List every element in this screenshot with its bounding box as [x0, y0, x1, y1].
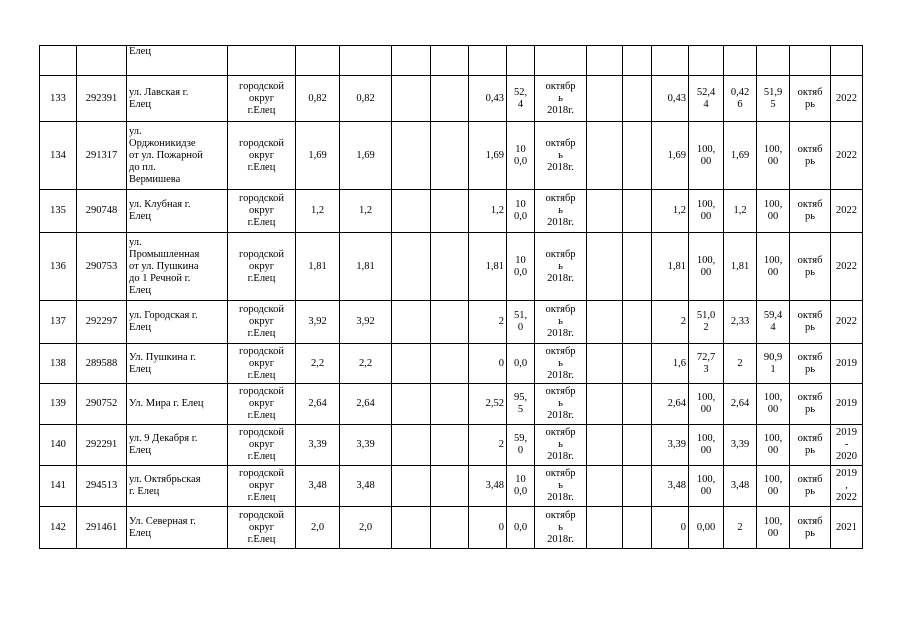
cell-target-percent: 100, 00 [757, 190, 790, 233]
cell-length-total: 1,69 [296, 122, 340, 190]
cell-road-name: ул. Клубная г. Елец [127, 190, 228, 233]
cell-target-length: 0,42 6 [724, 76, 757, 122]
cell-blank-col-7 [392, 233, 431, 301]
cell-target-percent: 90,9 1 [757, 344, 790, 384]
cell-blank-col-12 [587, 233, 623, 301]
cell-blank-col-12 [587, 76, 623, 122]
cell-inspection-date: октябр ь 2018г. [535, 344, 587, 384]
cell-blank-col-13 [623, 122, 652, 190]
table-row [40, 466, 863, 507]
cell-blank-col-7 [392, 190, 431, 233]
cell-plan-percent: 100, 00 [689, 122, 724, 190]
cell-road-id: 290752 [77, 384, 127, 425]
road-table [39, 45, 863, 549]
cell-road-id: 291317 [77, 122, 127, 190]
cell-plan-length: 1,6 [652, 344, 689, 384]
cell-blank-col-13 [623, 190, 652, 233]
cell-target-month: октяб рь [790, 507, 831, 549]
cell-plan-percent: 100, 00 [689, 384, 724, 425]
cell-road-id: 290748 [77, 190, 127, 233]
cell-repaired-percent: 59, 0 [507, 425, 535, 466]
cell-road-name: ул. 9 Декабря г. Елец [127, 425, 228, 466]
cell-blank-col-13 [623, 344, 652, 384]
cell-target-year: 2022 [831, 233, 863, 301]
cell-length-total: 2,64 [296, 384, 340, 425]
cell-blank-col-7 [392, 122, 431, 190]
cell-municipality: городской округ г.Елец [228, 425, 296, 466]
cell-plan-length: 0,43 [652, 76, 689, 122]
cell-blank-col-13 [623, 507, 652, 549]
cell-target-month: октяб рь [790, 466, 831, 507]
cell-target-month: октяб рь [790, 122, 831, 190]
cell-length-total: 1,2 [296, 190, 340, 233]
table-row [40, 76, 863, 122]
cell-plan-percent: 100, 00 [689, 466, 724, 507]
cell-plan-percent: 0,00 [689, 507, 724, 549]
cell-blank-col-7 [392, 384, 431, 425]
table-row-continued [40, 46, 863, 76]
cell-repaired-length: 2 [469, 425, 507, 466]
cell-plan-percent: 100, 00 [689, 425, 724, 466]
cell-blank-col-8 [431, 384, 469, 425]
cell-length-total: 3,48 [296, 466, 340, 507]
cell-plan-percent: 52,4 4 [689, 76, 724, 122]
cell-target-percent: 100, 00 [757, 384, 790, 425]
cell-length-value: 2,0 [340, 507, 392, 549]
cell-repaired-length: 3,48 [469, 466, 507, 507]
cell-target-year: 2021 [831, 507, 863, 549]
cell-target-percent: 100, 00 [757, 122, 790, 190]
cell-road-id: 294513 [77, 466, 127, 507]
cell-inspection-date: октябр ь 2018г. [535, 233, 587, 301]
cell-length-value: 3,48 [340, 466, 392, 507]
cell-target-month: октяб рь [790, 384, 831, 425]
cell-length-value: 1,2 [340, 190, 392, 233]
cell-road-name: ул. Октябрьская г. Елец [127, 466, 228, 507]
cell-inspection-date: октябр ь 2018г. [535, 507, 587, 549]
cell-repaired-percent: 0,0 [507, 344, 535, 384]
cell-road-name: Ул. Мира г. Елец [127, 384, 228, 425]
cell-road-id: 291461 [77, 507, 127, 549]
cell-municipality: городской округ г.Елец [228, 233, 296, 301]
cell-length-total: 0,82 [296, 76, 340, 122]
cell-target-percent: 100, 00 [757, 507, 790, 549]
table-row [40, 301, 863, 344]
cell-target-year: 2019 [831, 344, 863, 384]
cell-inspection-date: октябр ь 2018г. [535, 466, 587, 507]
cell-length-total: 2,0 [296, 507, 340, 549]
cell-row-number: 135 [40, 190, 77, 233]
cell-target-year: 2019 , 2022 [831, 466, 863, 507]
cell-inspection-date: октябр ь 2018г. [535, 425, 587, 466]
cell-blank-col-7 [392, 507, 431, 549]
cell-blank-col-8 [431, 466, 469, 507]
cell-blank-col-12 [587, 384, 623, 425]
cell-municipality: городской округ г.Елец [228, 122, 296, 190]
cell-repaired-percent: 51, 0 [507, 301, 535, 344]
cell-target-year: 2019 - 2020 [831, 425, 863, 466]
cell-road-id: 292291 [77, 425, 127, 466]
cell-blank-col-13 [623, 425, 652, 466]
cell-repaired-percent: 52, 4 [507, 76, 535, 122]
cell-blank-col-12 [587, 466, 623, 507]
cell-row-number: 134 [40, 122, 77, 190]
cell-length-total: 3,92 [296, 301, 340, 344]
cell-repaired-length: 1,2 [469, 190, 507, 233]
cell-target-month: октяб рь [790, 76, 831, 122]
cell-target-length: 2,64 [724, 384, 757, 425]
cell-plan-length: 3,48 [652, 466, 689, 507]
cell-repaired-length: 0 [469, 507, 507, 549]
cell-target-year: 2022 [831, 122, 863, 190]
cell-target-percent: 59,4 4 [757, 301, 790, 344]
table-row [40, 507, 863, 549]
cell-inspection-date: октябр ь 2018г. [535, 190, 587, 233]
cell-repaired-length: 2,52 [469, 384, 507, 425]
cell-blank-col-7 [392, 76, 431, 122]
cell-target-month: октяб рь [790, 190, 831, 233]
cell-road-id: 290753 [77, 233, 127, 301]
cell-blank-col-8 [431, 425, 469, 466]
cell-inspection-date: октябр ь 2018г. [535, 301, 587, 344]
cell-target-length: 3,48 [724, 466, 757, 507]
cell-length-total: 3,39 [296, 425, 340, 466]
cell-row-number: 138 [40, 344, 77, 384]
cell-plan-percent: 72,7 3 [689, 344, 724, 384]
cell-plan-percent: 51,0 2 [689, 301, 724, 344]
cell-municipality: городской округ г.Елец [228, 190, 296, 233]
table-row [40, 122, 863, 190]
cell-row-number: 140 [40, 425, 77, 466]
table-row [40, 233, 863, 301]
cell-repaired-percent: 0,0 [507, 507, 535, 549]
cell-inspection-date: октябр ь 2018г. [535, 384, 587, 425]
cell-repaired-percent: 10 0,0 [507, 122, 535, 190]
cell-road-id: 292297 [77, 301, 127, 344]
cell-blank-col-7 [392, 425, 431, 466]
cell-blank-col-8 [431, 122, 469, 190]
table-row [40, 384, 863, 425]
cell-blank-col-13 [623, 466, 652, 507]
cell-road-name: Ул. Северная г. Елец [127, 507, 228, 549]
cell-target-length: 1,81 [724, 233, 757, 301]
cell-target-year: 2019 [831, 384, 863, 425]
cell-length-value: 3,39 [340, 425, 392, 466]
cell-target-month: октяб рь [790, 233, 831, 301]
cell-length-value: 1,81 [340, 233, 392, 301]
cell-blank-col-8 [431, 301, 469, 344]
cell-plan-percent: 100, 00 [689, 190, 724, 233]
cell-repaired-length: 1,69 [469, 122, 507, 190]
cell-blank-col-7 [392, 344, 431, 384]
cell-repaired-length: 0,43 [469, 76, 507, 122]
cell-blank-col-8 [431, 76, 469, 122]
cell-target-length: 3,39 [724, 425, 757, 466]
cell-blank-col-12 [587, 190, 623, 233]
cell-road-name: ул. Промышленная от ул. Пушкина до 1 Речной г. Елец [127, 233, 228, 301]
cell-target-percent: 51,9 5 [757, 76, 790, 122]
cell-blank-col-12 [587, 425, 623, 466]
cell-target-month: октяб рь [790, 301, 831, 344]
cell-row-number: 137 [40, 301, 77, 344]
cell-target-percent: 100, 00 [757, 233, 790, 301]
cell-length-value: 2,64 [340, 384, 392, 425]
cell-blank-col-12 [587, 122, 623, 190]
cell-target-percent: 100, 00 [757, 466, 790, 507]
cell-repaired-percent: 10 0,0 [507, 233, 535, 301]
cell-target-length: 2,33 [724, 301, 757, 344]
cell-blank-col-8 [431, 344, 469, 384]
cell-blank-col-7 [392, 301, 431, 344]
cell-plan-percent: 100, 00 [689, 233, 724, 301]
cell-repaired-percent: 95, 5 [507, 384, 535, 425]
cell-blank-col-13 [623, 384, 652, 425]
cell-target-length: 1,69 [724, 122, 757, 190]
cell-inspection-date: октябр ь 2018г. [535, 76, 587, 122]
cell-target-month: октяб рь [790, 425, 831, 466]
cell-municipality: городской округ г.Елец [228, 301, 296, 344]
cell-length-value: 2,2 [340, 344, 392, 384]
cell-blank-col-13 [623, 76, 652, 122]
cell-municipality: городской округ г.Елец [228, 384, 296, 425]
cell-municipality: городской округ г.Елец [228, 507, 296, 549]
cell-repaired-length: 1,81 [469, 233, 507, 301]
cell-target-length: 1,2 [724, 190, 757, 233]
cell-road-name: ул. Лавская г. Елец [127, 76, 228, 122]
cell-inspection-date: октябр ь 2018г. [535, 122, 587, 190]
cell-row-number: 141 [40, 466, 77, 507]
table-row [40, 425, 863, 466]
cell-plan-length: 2,64 [652, 384, 689, 425]
cell-blank-col-12 [587, 507, 623, 549]
cell-road-name: ул. Орджоникидзе от ул. Пожарной до пл. Вермишева [127, 122, 228, 190]
cell-target-length: 2 [724, 507, 757, 549]
cell-blank-col-13 [623, 301, 652, 344]
table-row [40, 344, 863, 384]
cell-blank-col-8 [431, 507, 469, 549]
cell-municipality: городской округ г.Елец [228, 466, 296, 507]
cell-plan-length: 0 [652, 507, 689, 549]
cell-repaired-length: 2 [469, 301, 507, 344]
cell-plan-length: 2 [652, 301, 689, 344]
cell-blank-col-13 [623, 233, 652, 301]
cell-length-value: 3,92 [340, 301, 392, 344]
cell-row-number: 133 [40, 76, 77, 122]
cell-target-month: октяб рь [790, 344, 831, 384]
table-row [40, 190, 863, 233]
cell-target-length: 2 [724, 344, 757, 384]
cell-plan-length: 1,81 [652, 233, 689, 301]
cell-target-year: 2022 [831, 301, 863, 344]
cell-length-total: 1,81 [296, 233, 340, 301]
cell-repaired-percent: 10 0,0 [507, 190, 535, 233]
cell-municipality: городской округ г.Елец [228, 344, 296, 384]
cell-plan-length: 1,2 [652, 190, 689, 233]
cell-plan-length: 1,69 [652, 122, 689, 190]
cell-blank-col-7 [392, 466, 431, 507]
cell-blank-col-8 [431, 233, 469, 301]
cell-row-number: 139 [40, 384, 77, 425]
cell-repaired-percent: 10 0,0 [507, 466, 535, 507]
cell-blank-col-8 [431, 190, 469, 233]
cell-road-id: 289588 [77, 344, 127, 384]
cell-road-name: ул. Городская г. Елец [127, 301, 228, 344]
cell-plan-length: 3,39 [652, 425, 689, 466]
cell-length-total: 2,2 [296, 344, 340, 384]
cell-blank-col-12 [587, 344, 623, 384]
cell-length-value: 1,69 [340, 122, 392, 190]
cell-target-percent: 100, 00 [757, 425, 790, 466]
cell-blank-col-12 [587, 301, 623, 344]
cell-length-value: 0,82 [340, 76, 392, 122]
cell-row-number: 136 [40, 233, 77, 301]
cell-target-year: 2022 [831, 190, 863, 233]
cell-road-name: Ул. Пушкина г. Елец [127, 344, 228, 384]
cell-repaired-length: 0 [469, 344, 507, 384]
cell-row-number: 142 [40, 507, 77, 549]
cell-road-id: 292391 [77, 76, 127, 122]
continued-cell-text: Елец [127, 46, 228, 76]
cell-target-year: 2022 [831, 76, 863, 122]
cell-municipality: городской округ г.Елец [228, 76, 296, 122]
